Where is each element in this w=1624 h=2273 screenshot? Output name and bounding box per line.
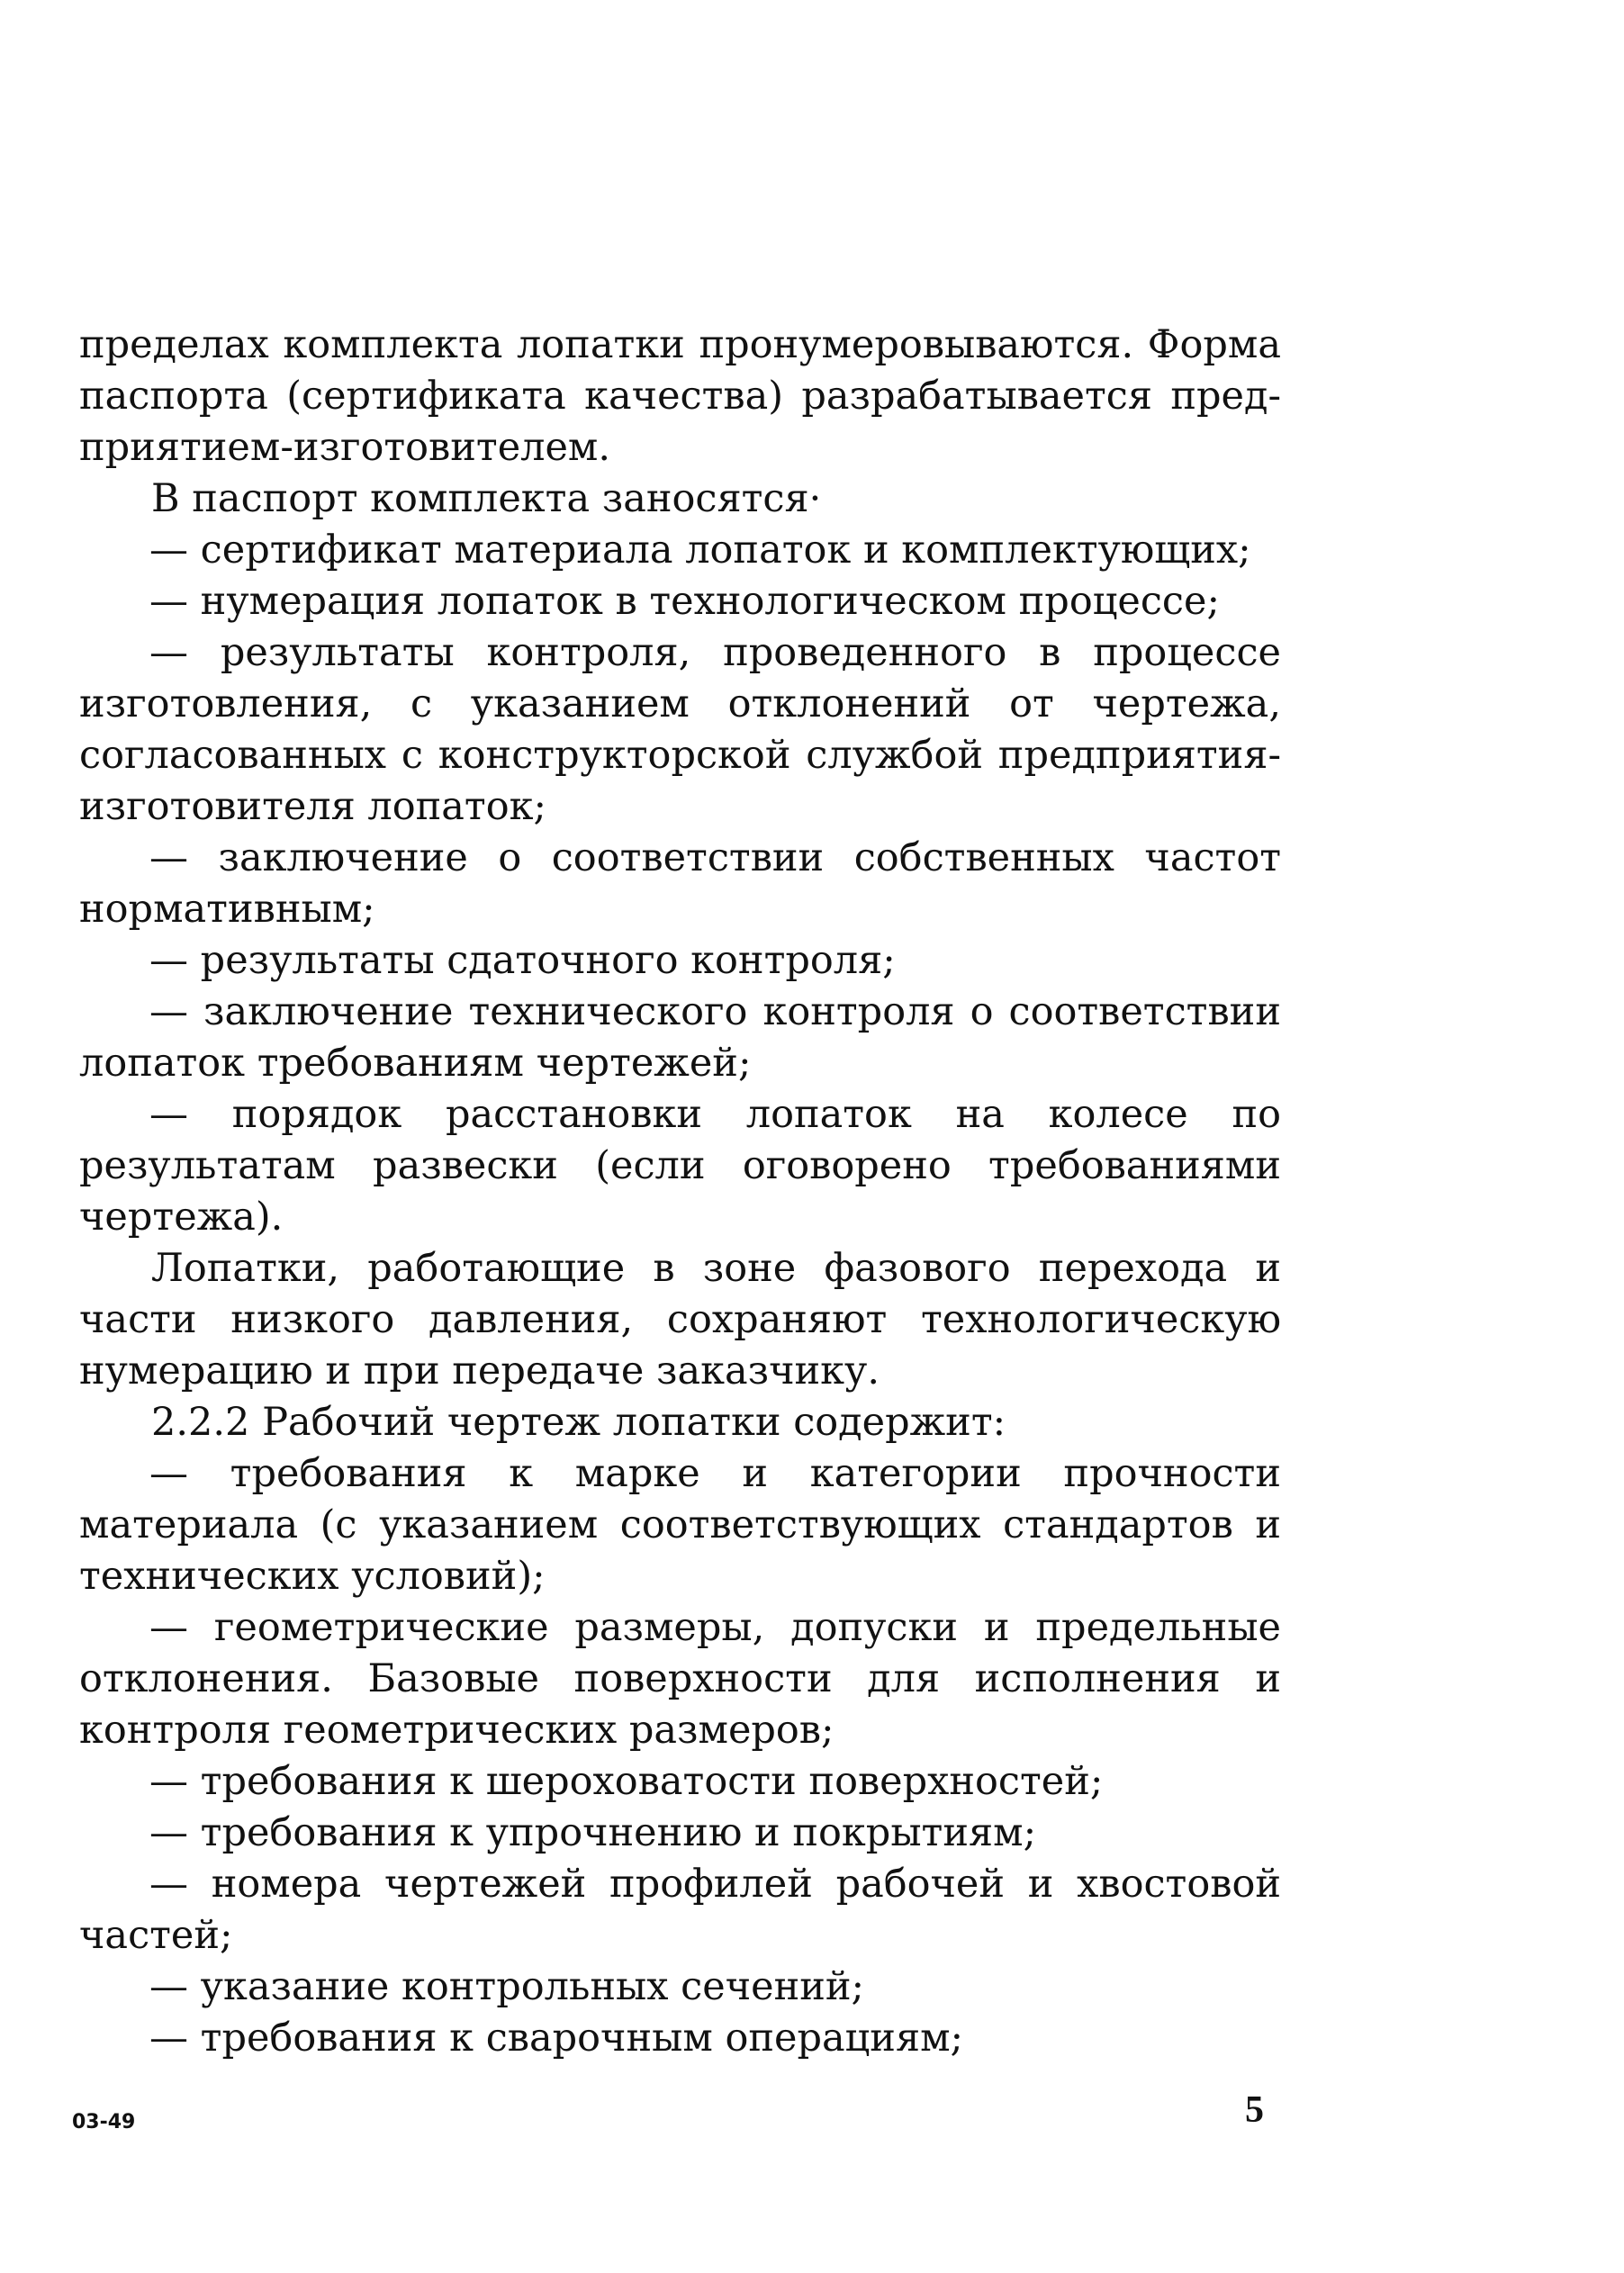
list-item: — порядок расстановки лопаток на колесе по (149, 1092, 1281, 1137)
text-line: нормативным; (79, 887, 375, 932)
text-line: пределах комплекта лопатки пронумеровываются. Форма (79, 322, 1281, 367)
list-item: — нумерация лопаток в технологическом процессе; (149, 579, 1220, 624)
text-line: лопаток требованиям чертежей; (79, 1041, 752, 1086)
text-line: отклонения. Базовые поверхности для исполнения и (79, 1656, 1281, 1701)
list-item: — сертификат материала лопаток и комплектующих; (149, 528, 1251, 573)
list-item: — результаты сдаточного контроля; (149, 938, 896, 983)
page-number: 5 (1245, 2089, 1264, 2131)
text-line: частей; (79, 1913, 233, 1958)
list-item: — указание контрольных сечений; (149, 1964, 865, 2009)
text-line: В паспорт комплекта заносятся· (151, 476, 822, 521)
list-item: — геометрические размеры, допуски и предельные (149, 1605, 1281, 1650)
text-line: части низкого давления, сохраняют технологическую (79, 1297, 1281, 1342)
text-line: паспорта (сертификата качества) разрабатывается пред- (79, 374, 1281, 419)
section-heading-line: 2.2.2 Рабочий чертеж лопатки содержит: (151, 1400, 1006, 1445)
text-line: согласованных с конструкторской службой предприятия- (79, 733, 1281, 778)
list-item: — номера чертежей профилей рабочей и хвостовой (149, 1862, 1281, 1907)
text-line: изготовления, с указанием отклонений от чертежа, (79, 681, 1281, 726)
document-body (79, 320, 1281, 2064)
text-line: приятием-изготовителем. (79, 425, 611, 470)
list-item: — требования к шероховатости поверхностей; (149, 1759, 1104, 1804)
list-item: — результаты контроля, проведенного в процессе (149, 630, 1281, 675)
list-item: — требования к марке и категории прочности (149, 1451, 1281, 1496)
list-item: — требования к упрочнению и покрытиям; (149, 1810, 1037, 1855)
list-item: — требования к сварочным операциям; (149, 2016, 964, 2061)
list-item: — заключение о соответствии собственных частот (149, 835, 1281, 880)
text-line: нумерацию и при передаче заказчику. (79, 1348, 880, 1394)
text-line: Лопатки, работающие в зоне фазового перехода и (151, 1246, 1281, 1291)
text-line: результатам развески (если оговорено требованиями (79, 1143, 1281, 1188)
text-line: чертежа). (79, 1195, 284, 1240)
document-code: 03-49 (72, 2111, 136, 2133)
list-item: — заключение технического контроля о соответствии (149, 989, 1281, 1034)
text-line: материала (с указанием соответствующих стандартов и (79, 1502, 1281, 1547)
text-line: изготовителя лопаток; (79, 784, 546, 829)
text-line: контроля геометрических размеров; (79, 1708, 835, 1753)
text-line: технических условий); (79, 1554, 546, 1599)
